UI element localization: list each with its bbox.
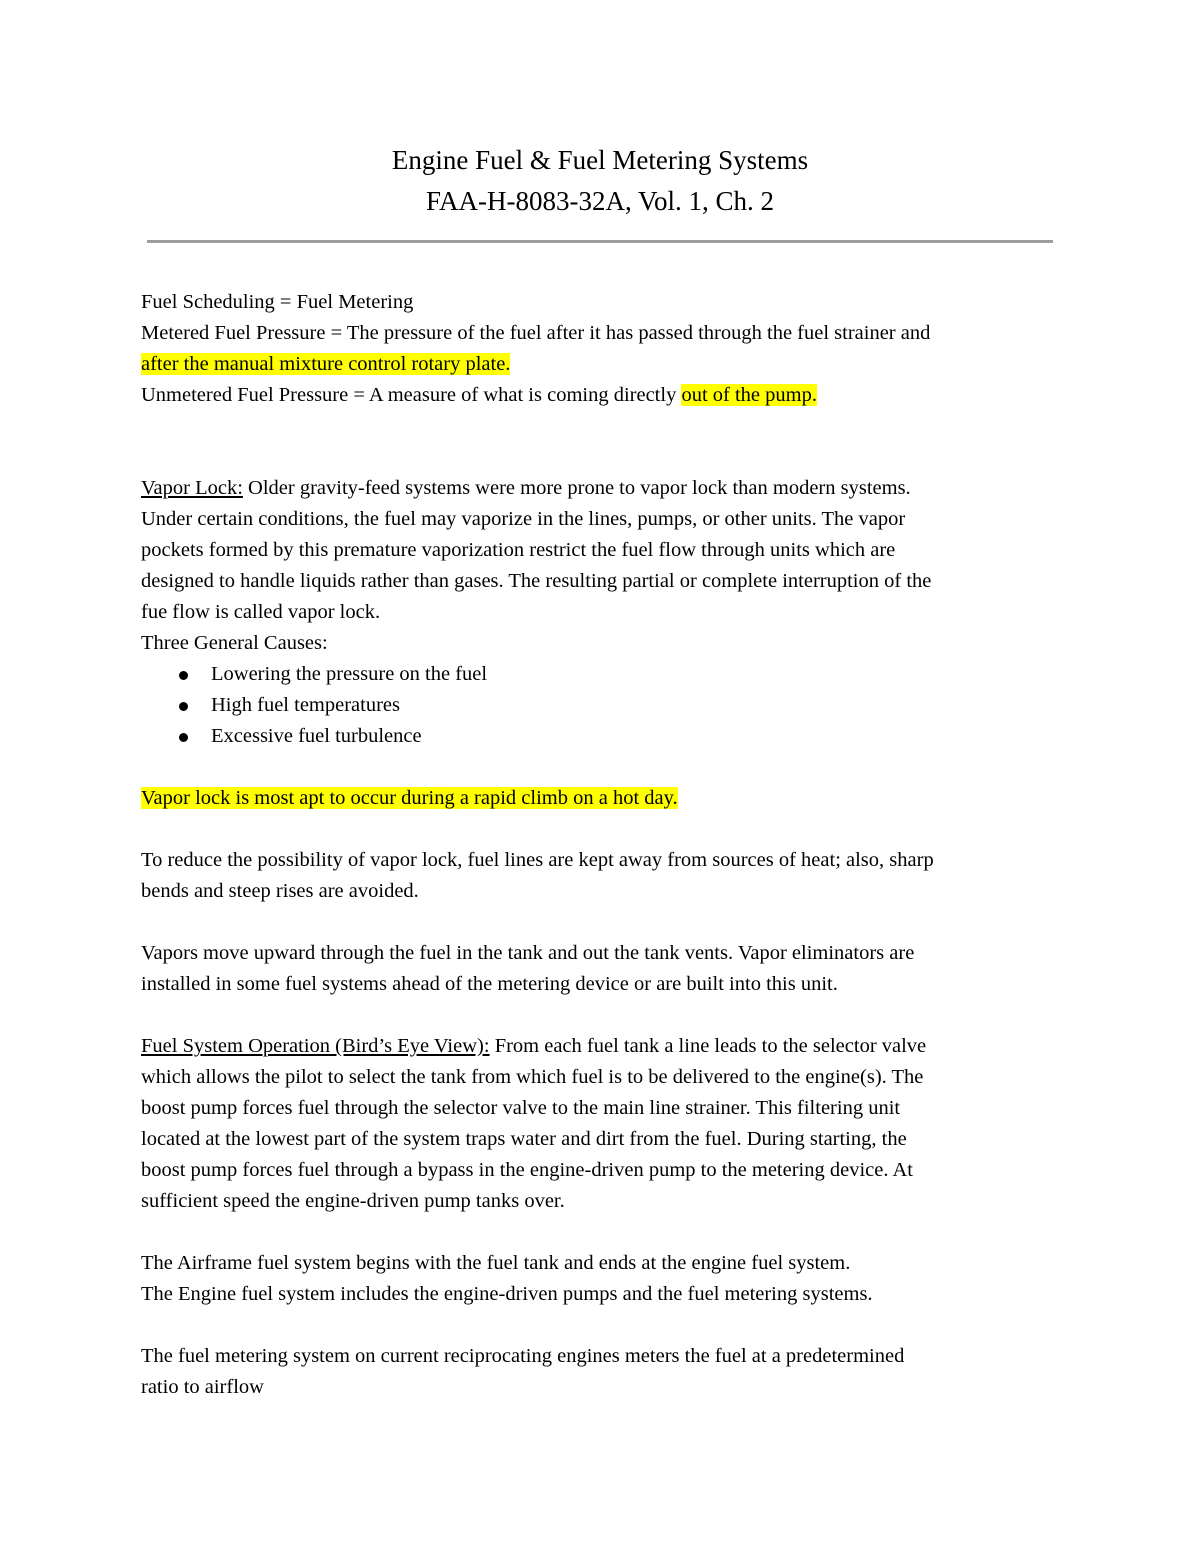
unmetered-text: Unmetered Fuel Pressure = A measure of what is coming directly [141, 384, 682, 406]
bullet-icon [179, 702, 188, 711]
operation-heading: Fuel System Operation (Bird’s Eye View): [141, 1035, 490, 1057]
operation-paragraph-line: boost pump forces fuel through the selector valve to the main line strainer. This filtering unit [141, 1097, 901, 1119]
vapors-paragraph-line: Vapors move upward through the fuel in the tank and out the tank vents. Vapor eliminators are [141, 942, 915, 964]
vapors-paragraph-line: installed in some fuel systems ahead of the metering device or are built into this unit. [141, 973, 838, 995]
operation-text: From each fuel tank a line leads to the selector valve [489, 1035, 927, 1057]
metering-paragraph-line: The fuel metering system on current reciprocating engines meters the fuel at a predetermined [141, 1345, 905, 1367]
vapor-lock-paragraph-line: designed to handle liquids rather than gases. The resulting partial or complete interruption of the [141, 570, 932, 592]
list-item: Excessive fuel turbulence [141, 721, 1061, 752]
title-block [0, 140, 1200, 222]
reduce-paragraph-line: To reduce the possibility of vapor lock, fuel lines are kept away from sources of heat; also, sharp [141, 849, 934, 871]
vapor-lock-paragraph-line: fue flow is called vapor lock. [141, 601, 381, 623]
highlighted-text: out of the pump. [681, 384, 817, 406]
vapor-lock-paragraph-line: Under certain conditions, the fuel may vaporize in the lines, pumps, or other units. The vapor [141, 508, 906, 530]
bullet-icon [179, 733, 188, 742]
vapor-lock-callout [141, 783, 1061, 814]
document-subtitle: FAA-H-8083-32A, Vol. 1, Ch. 2 [425, 186, 775, 216]
operation-paragraph-line: located at the lowest part of the system traps water and dirt from the fuel. During starting, the [141, 1128, 907, 1150]
definition-fuel-scheduling: Fuel Scheduling = Fuel Metering [141, 291, 414, 313]
operation-paragraph-line: boost pump forces fuel through a bypass in the engine-driven pump to the metering device. At [141, 1159, 913, 1181]
engine-system-line: The Engine fuel system includes the engine-driven pumps and the fuel metering systems. [141, 1283, 873, 1305]
definition-unmetered-pressure [141, 380, 1061, 411]
document-body [141, 287, 1061, 1403]
vapor-lock-heading: Vapor Lock: [141, 477, 243, 499]
reduce-paragraph-line: bends and steep rises are avoided. [141, 880, 419, 902]
operation-paragraph-line: which allows the pilot to select the tank from which fuel is to be delivered to the engine(s). The [141, 1066, 924, 1088]
definition-metered-pressure: Metered Fuel Pressure = The pressure of the fuel after it has passed through the fuel strainer and [141, 322, 931, 344]
vapor-lock-paragraph-line [141, 473, 1061, 504]
causes-list [141, 659, 1061, 752]
list-item: High fuel temperatures [141, 690, 1061, 721]
operation-paragraph-line: sufficient speed the engine-driven pump tanks over. [141, 1190, 565, 1212]
metering-paragraph-line: ratio to airflow [141, 1376, 264, 1398]
operation-paragraph-line [141, 1031, 1061, 1062]
airframe-system-line: The Airframe fuel system begins with the fuel tank and ends at the engine fuel system. [141, 1252, 851, 1274]
highlighted-text: after the manual mixture control rotary plate. [141, 353, 511, 375]
definition-metered-pressure-cont [141, 349, 1061, 380]
horizontal-rule [147, 240, 1053, 243]
list-item: Lowering the pressure on the fuel [141, 659, 1061, 690]
causes-label: Three General Causes: [141, 632, 328, 654]
document-title: Engine Fuel & Fuel Metering Systems [391, 145, 809, 175]
vapor-lock-text: Older gravity-feed systems were more prone to vapor lock than modern systems. [242, 477, 911, 499]
vapor-lock-paragraph-line: pockets formed by this premature vaporization restrict the fuel flow through units which are [141, 539, 896, 561]
highlighted-text: Vapor lock is most apt to occur during a rapid climb on a hot day. [141, 787, 678, 809]
bullet-icon [179, 671, 188, 680]
